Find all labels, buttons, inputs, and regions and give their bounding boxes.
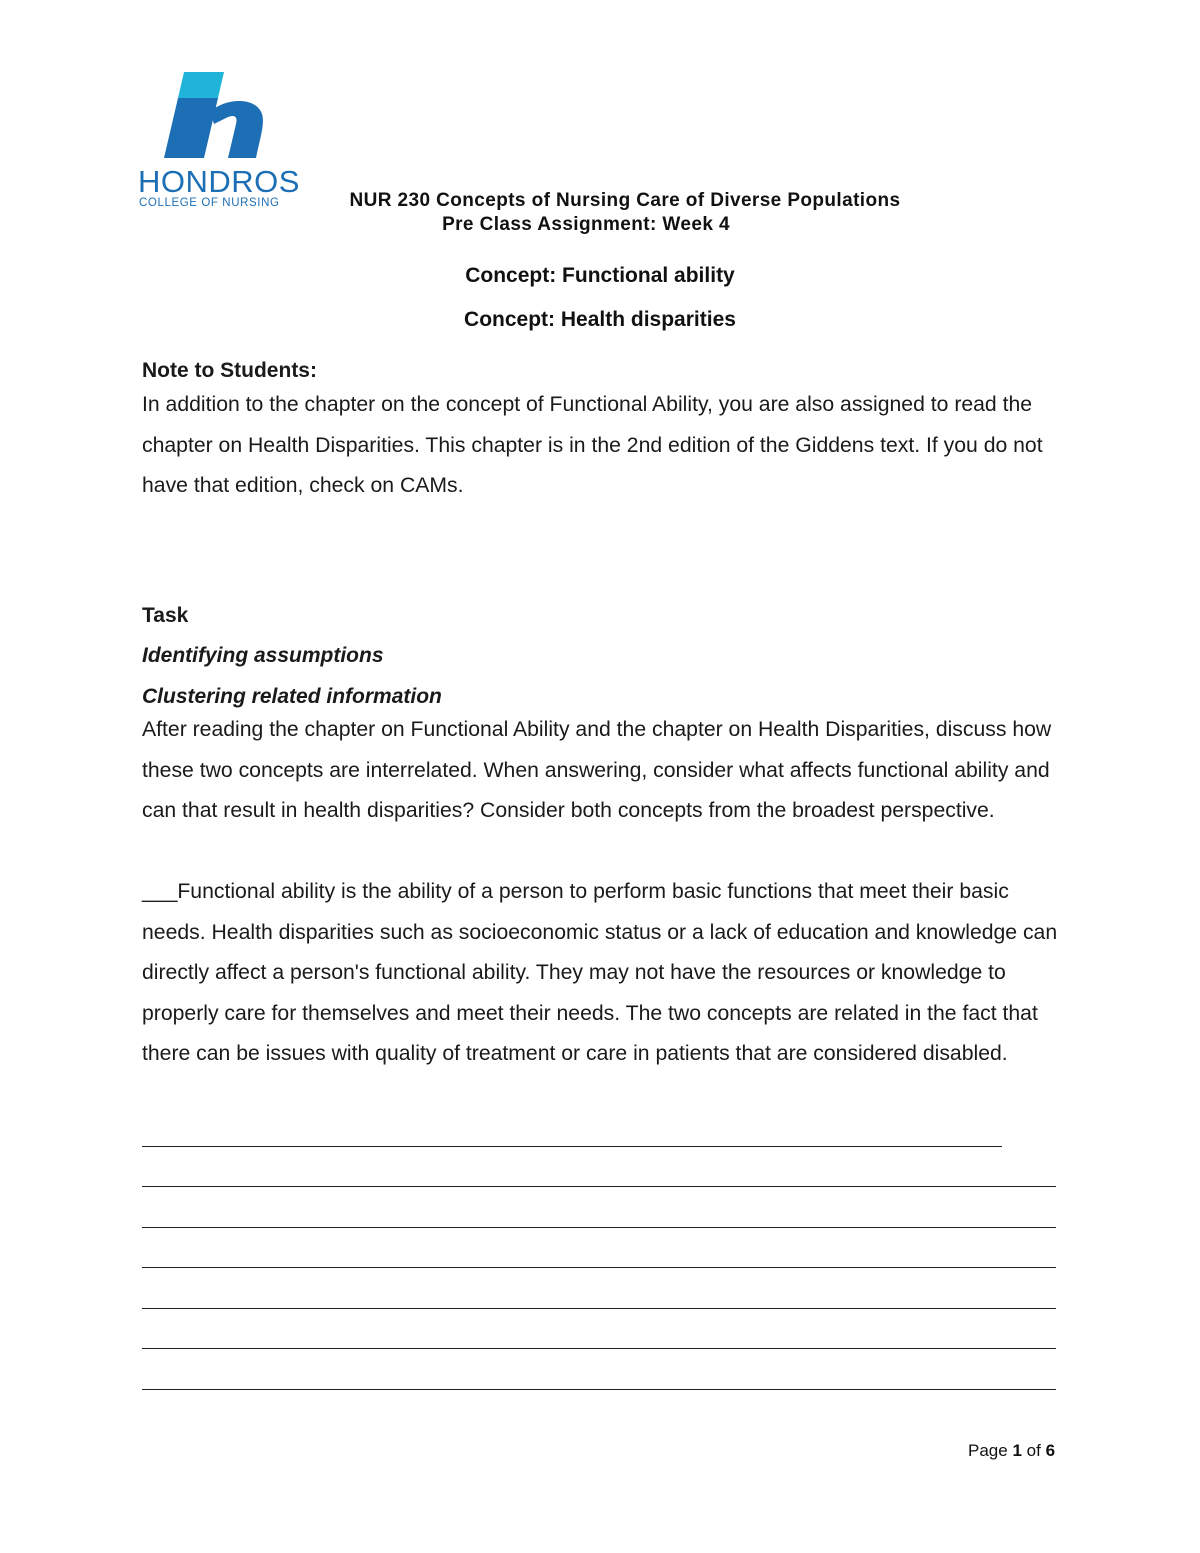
page-total: 6 (1045, 1441, 1056, 1460)
page-label: Page (968, 1441, 1008, 1460)
task-heading: Task (142, 604, 189, 627)
answer-line (142, 1389, 1056, 1390)
course-title: NUR 230 Concepts of Nursing Care of Diverse Populations (349, 190, 901, 211)
page-current: 1 (1012, 1441, 1022, 1460)
answer-line (142, 1308, 1056, 1309)
assignment-title: Pre Class Assignment: Week 4 (442, 214, 730, 235)
note-paragraph: In addition to the chapter on the concept of Functional Ability, you are also assigned to read the chapter on Health Disparities. This chapter is in the 2nd edition of the Giddens text. If you do not have that edition, check on CAMs. (142, 393, 1043, 497)
logo-subtext: COLLEGE OF NURSING (139, 197, 280, 209)
answer-line (142, 1146, 1002, 1147)
logo-wordmark: HONDROS (138, 164, 300, 199)
note-heading: Note to Students: (142, 359, 317, 382)
concept-heading: Concept: Functional ability (465, 264, 735, 287)
concept-heading: Concept: Health disparities (464, 308, 736, 331)
of-label: of (1026, 1441, 1041, 1460)
task-prompt: After reading the chapter on Functional Ability and the chapter on Health Disparities, discuss how these two concepts are interrelated. When answering, consider what affects functional ability and can that result in health disparities? Consider both concepts from the broadest perspective. (142, 718, 1052, 822)
answer-paragraph: ___Functional ability is the ability of a person to perform basic functions that meet their basic needs. Health disparities such as socioeconomic status or a lack of education and knowledge can directly affect a person's functional ability. They may not have the resources or knowledge to properly care for themselves and meet their needs. The two concepts are related in the fact that there can be issues with quality of treatment or care in patients that are considered disabled. (142, 880, 1058, 1065)
page-number (968, 1441, 1055, 1461)
answer-line (142, 1348, 1056, 1349)
answer-line (142, 1186, 1056, 1187)
answer-line (142, 1267, 1056, 1268)
answer-line (142, 1227, 1056, 1228)
h-letter-icon (138, 68, 298, 166)
task-subheading: Clustering related information (142, 685, 442, 708)
task-subheading: Identifying assumptions (142, 644, 384, 667)
